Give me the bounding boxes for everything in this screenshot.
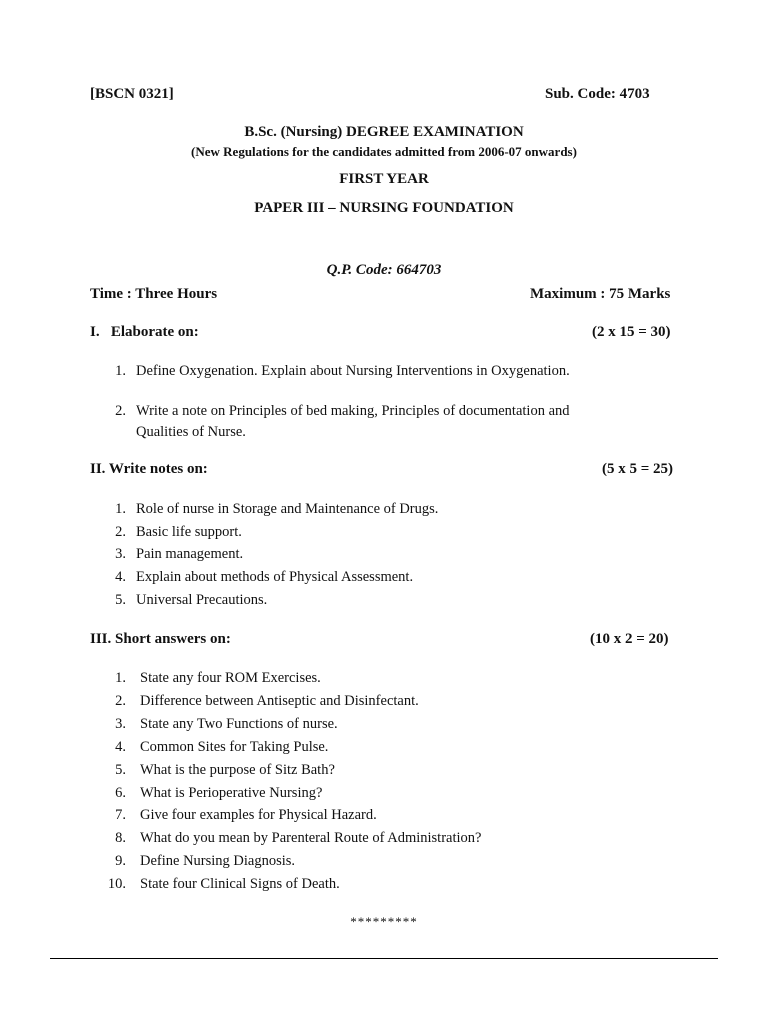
list-item-number: 8. [115,830,126,846]
list-item-number: 1. [115,670,126,686]
regulations-note: (New Regulations for the candidates admitted from 2006-07 onwards) [191,144,577,159]
list-item-number: 1. [115,501,126,517]
list-item: State any Two Functions of nurse. [140,716,338,732]
list-item-number: 4. [115,569,126,585]
list-item-number: 10. [107,876,126,892]
list-item: State four Clinical Signs of Death. [140,876,340,892]
list-item: Define Nursing Diagnosis. [140,853,296,869]
list-item-continuation: Qualities of Nurse. [136,424,246,440]
list-item-number: 3. [115,716,126,732]
list-item-number: 6. [115,785,126,801]
list-item: Pain management. [136,546,244,562]
list-item-number: 5. [115,762,126,778]
list-item: What is Perioperative Nursing? [140,785,323,801]
list-item-number: 4. [115,739,126,755]
section-3-marks: (10 x 2 = 20) [590,631,669,647]
footer-divider [50,958,718,959]
exam-title: B.Sc. (Nursing) DEGREE EXAMINATION [244,124,524,140]
subject-code: Sub. Code: 4703 [545,86,650,102]
list-item: Difference between Antiseptic and Disinfectant. [140,693,419,709]
list-item: Give four examples for Physical Hazard. [140,807,377,823]
year-title: FIRST YEAR [339,171,429,187]
list-item-number: 2. [115,524,126,540]
list-item: Basic life support. [136,524,242,540]
paper-code: [BSCN 0321] [90,86,174,102]
section-3-heading: III. Short answers on: [90,631,231,647]
list-item: Role of nurse in Storage and Maintenance of Drugs. [136,501,439,517]
list-item: What is the purpose of Sitz Bath? [140,762,335,778]
list-item: Write a note on Principles of bed making, Principles of documentation and [136,403,570,419]
list-item: Define Oxygenation. Explain about Nursing Interventions in Oxygenation. [136,363,570,379]
list-item-number: 1. [115,363,126,379]
list-item: What do you mean by Parenteral Route of Administration? [140,830,482,846]
list-item-number: 5. [115,592,126,608]
section-1-marks: (2 x 15 = 30) [592,324,671,340]
time-allowed: Time : Three Hours [90,286,218,302]
list-item-number: 2. [115,693,126,709]
list-item: Universal Precautions. [136,592,268,608]
section-2-heading: II. Write notes on: [90,461,208,477]
list-item-number: 7. [115,807,126,823]
list-item-number: 2. [115,403,126,419]
section-1-heading: I. Elaborate on: [90,324,199,340]
list-item-number: 3. [115,546,126,562]
list-item: State any four ROM Exercises. [140,670,321,686]
list-item: Explain about methods of Physical Assessment. [136,569,414,585]
section-2-marks: (5 x 5 = 25) [602,461,674,477]
maximum-marks: Maximum : 75 Marks [530,286,671,302]
list-item: Common Sites for Taking Pulse. [140,739,329,755]
paper-title: PAPER III – NURSING FOUNDATION [254,200,514,216]
list-item-number: 9. [115,853,126,869]
end-of-paper-mark: ********* [350,914,418,929]
qp-code: Q.P. Code: 664703 [326,262,442,278]
